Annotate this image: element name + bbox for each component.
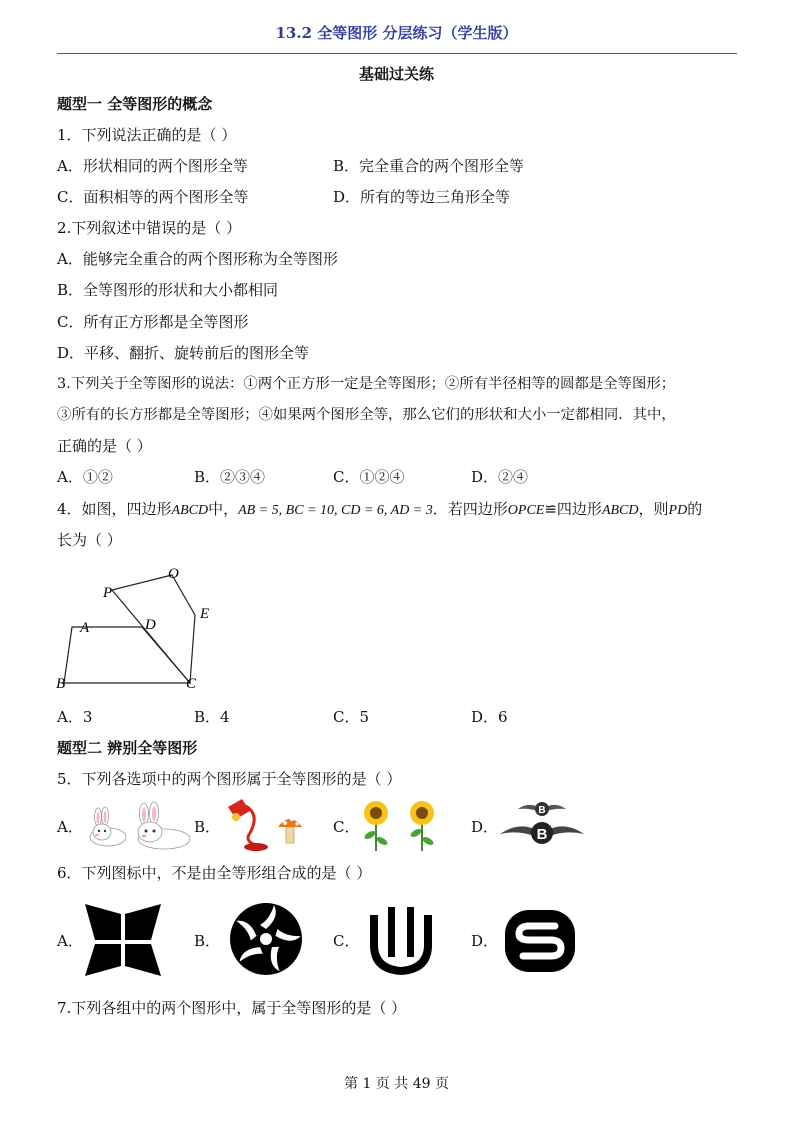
figure-label-c: C — [186, 676, 197, 692]
q4-text-5: ，则 — [638, 500, 669, 518]
q4-stem-line1 — [57, 499, 702, 521]
rabbit-pair-image — [88, 803, 198, 851]
figure-label-p: P — [103, 585, 113, 601]
q1-option-a: A．形状相同的两个图形全等 — [57, 157, 248, 175]
q4-text-2: 中， — [208, 500, 239, 518]
sunflower-pair-image — [360, 797, 442, 853]
sunflower-left-icon — [363, 801, 388, 851]
q4-congruent-symbol: ≌ — [544, 500, 557, 518]
q4-option-b: B．4 — [194, 708, 230, 726]
q2-option-a: A．能够完全重合的两个图形称为全等图形 — [57, 250, 338, 268]
winged-b-logo-pair-image — [498, 798, 590, 854]
figure-label-a: A — [80, 620, 90, 636]
q1-option-b: B．完全重合的两个图形全等 — [333, 157, 525, 175]
q2-option-d: D．平移、翻折、旋转前后的图形全等 — [57, 344, 310, 362]
document-header-title: 13.2 全等图形 分层练习（学生版） — [275, 24, 518, 42]
q4-math-opce: OPCE — [507, 503, 545, 518]
q3-stem-line1: 3.下列关于全等图形的说法：①两个正方形一定是全等图形；②所有半径相等的圆都是全等图形； — [57, 376, 676, 392]
header-divider — [57, 53, 737, 54]
q5-option-b-label: B． — [194, 818, 221, 836]
q2-option-c: C．所有正方形都是全等图形 — [57, 313, 249, 331]
q5-option-c-label: C． — [333, 818, 360, 836]
rabbit-large-icon — [138, 802, 190, 849]
figure-label-o: O — [168, 566, 179, 582]
winged-logo-large-icon — [500, 822, 584, 844]
q4-text-1: 4．如图，四边形 — [57, 500, 172, 518]
rabbit-small-icon — [90, 807, 126, 846]
q3-option-b: B．②③④ — [194, 468, 266, 486]
type2-heading: 题型二 辨别全等图形 — [57, 739, 198, 757]
q2-option-b: B．全等图形的形状和大小都相同 — [57, 281, 279, 299]
q4-math-abcd: ABCD — [171, 503, 209, 518]
q6-stem: 6．下列图标中，不是由全等形组合成的是（ ） — [57, 864, 372, 882]
q4-text-3: ．若四边形 — [432, 500, 508, 518]
q3-stem-line3: 正确的是（ ） — [57, 437, 152, 455]
q5-option-a-label: A． — [57, 818, 83, 836]
q1-option-d: D．所有的等边三角形全等 — [333, 188, 511, 206]
q4-math-conditions: AB = 5, BC = 10, CD = 6, AD = 3 — [238, 503, 433, 518]
q3-stem-line2: ③所有的长方形都是全等图形；④如果两个图形全等，那么它们的形状和大小一定都相同．其中， — [57, 407, 676, 423]
q3-option-a: A．①② — [57, 468, 113, 486]
page-footer: 第 1 页 共 49 页 — [344, 1076, 449, 1092]
q5-stem: 5．下列各选项中的两个图形属于全等图形的是（ ） — [57, 770, 402, 788]
flower-logo — [224, 900, 308, 978]
q3-option-d: D．②④ — [471, 468, 529, 486]
q1-stem: 1．下列说法正确的是（ ） — [57, 126, 237, 144]
q1-option-c: C．面积相等的两个图形全等 — [57, 188, 249, 206]
mushroom-icon — [278, 817, 302, 843]
logo-letter-large: B — [536, 826, 548, 843]
q4-text-6: 的 — [687, 500, 703, 518]
q6-option-b-label: B． — [194, 932, 221, 950]
q4-option-a: A．3 — [57, 708, 93, 726]
q4-geometry-figure — [50, 560, 240, 695]
logo-letter-small: B — [538, 805, 546, 816]
q3-option-c: C．①②④ — [333, 468, 405, 486]
striped-u-logo — [366, 905, 436, 977]
s-shape-logo — [503, 908, 577, 974]
figure-label-e: E — [200, 606, 210, 622]
type1-heading: 题型一 全等图形的概念 — [57, 95, 213, 113]
q4-stem-line2: 长为（ ） — [57, 531, 122, 549]
q5-option-d-label: D． — [471, 818, 499, 836]
lamp-mushroom-image — [222, 797, 312, 853]
q2-stem: 2.下列叙述中错误的是（ ） — [57, 219, 242, 237]
winged-logo-small-icon — [518, 802, 566, 816]
q4-math-abcd-2: ABCD — [601, 503, 639, 518]
pinwheel-squares-logo — [83, 902, 163, 978]
figure-label-d: D — [145, 617, 156, 633]
q4-text-4: 四边形 — [556, 500, 602, 518]
section-title: 基础过关练 — [358, 65, 434, 83]
desk-lamp-icon — [228, 799, 268, 851]
q6-option-c-label: C． — [333, 932, 360, 950]
q4-math-pd: PD — [668, 503, 688, 518]
sunflower-right-icon — [409, 801, 434, 851]
q6-option-a-label: A． — [57, 932, 83, 950]
q7-stem: 7.下列各组中的两个图形中，属于全等图形的是（ ） — [57, 999, 407, 1017]
q4-option-d: D．6 — [471, 708, 508, 726]
q6-option-d-label: D． — [471, 932, 499, 950]
q4-option-c: C．5 — [333, 708, 370, 726]
figure-label-b: B — [56, 676, 66, 692]
